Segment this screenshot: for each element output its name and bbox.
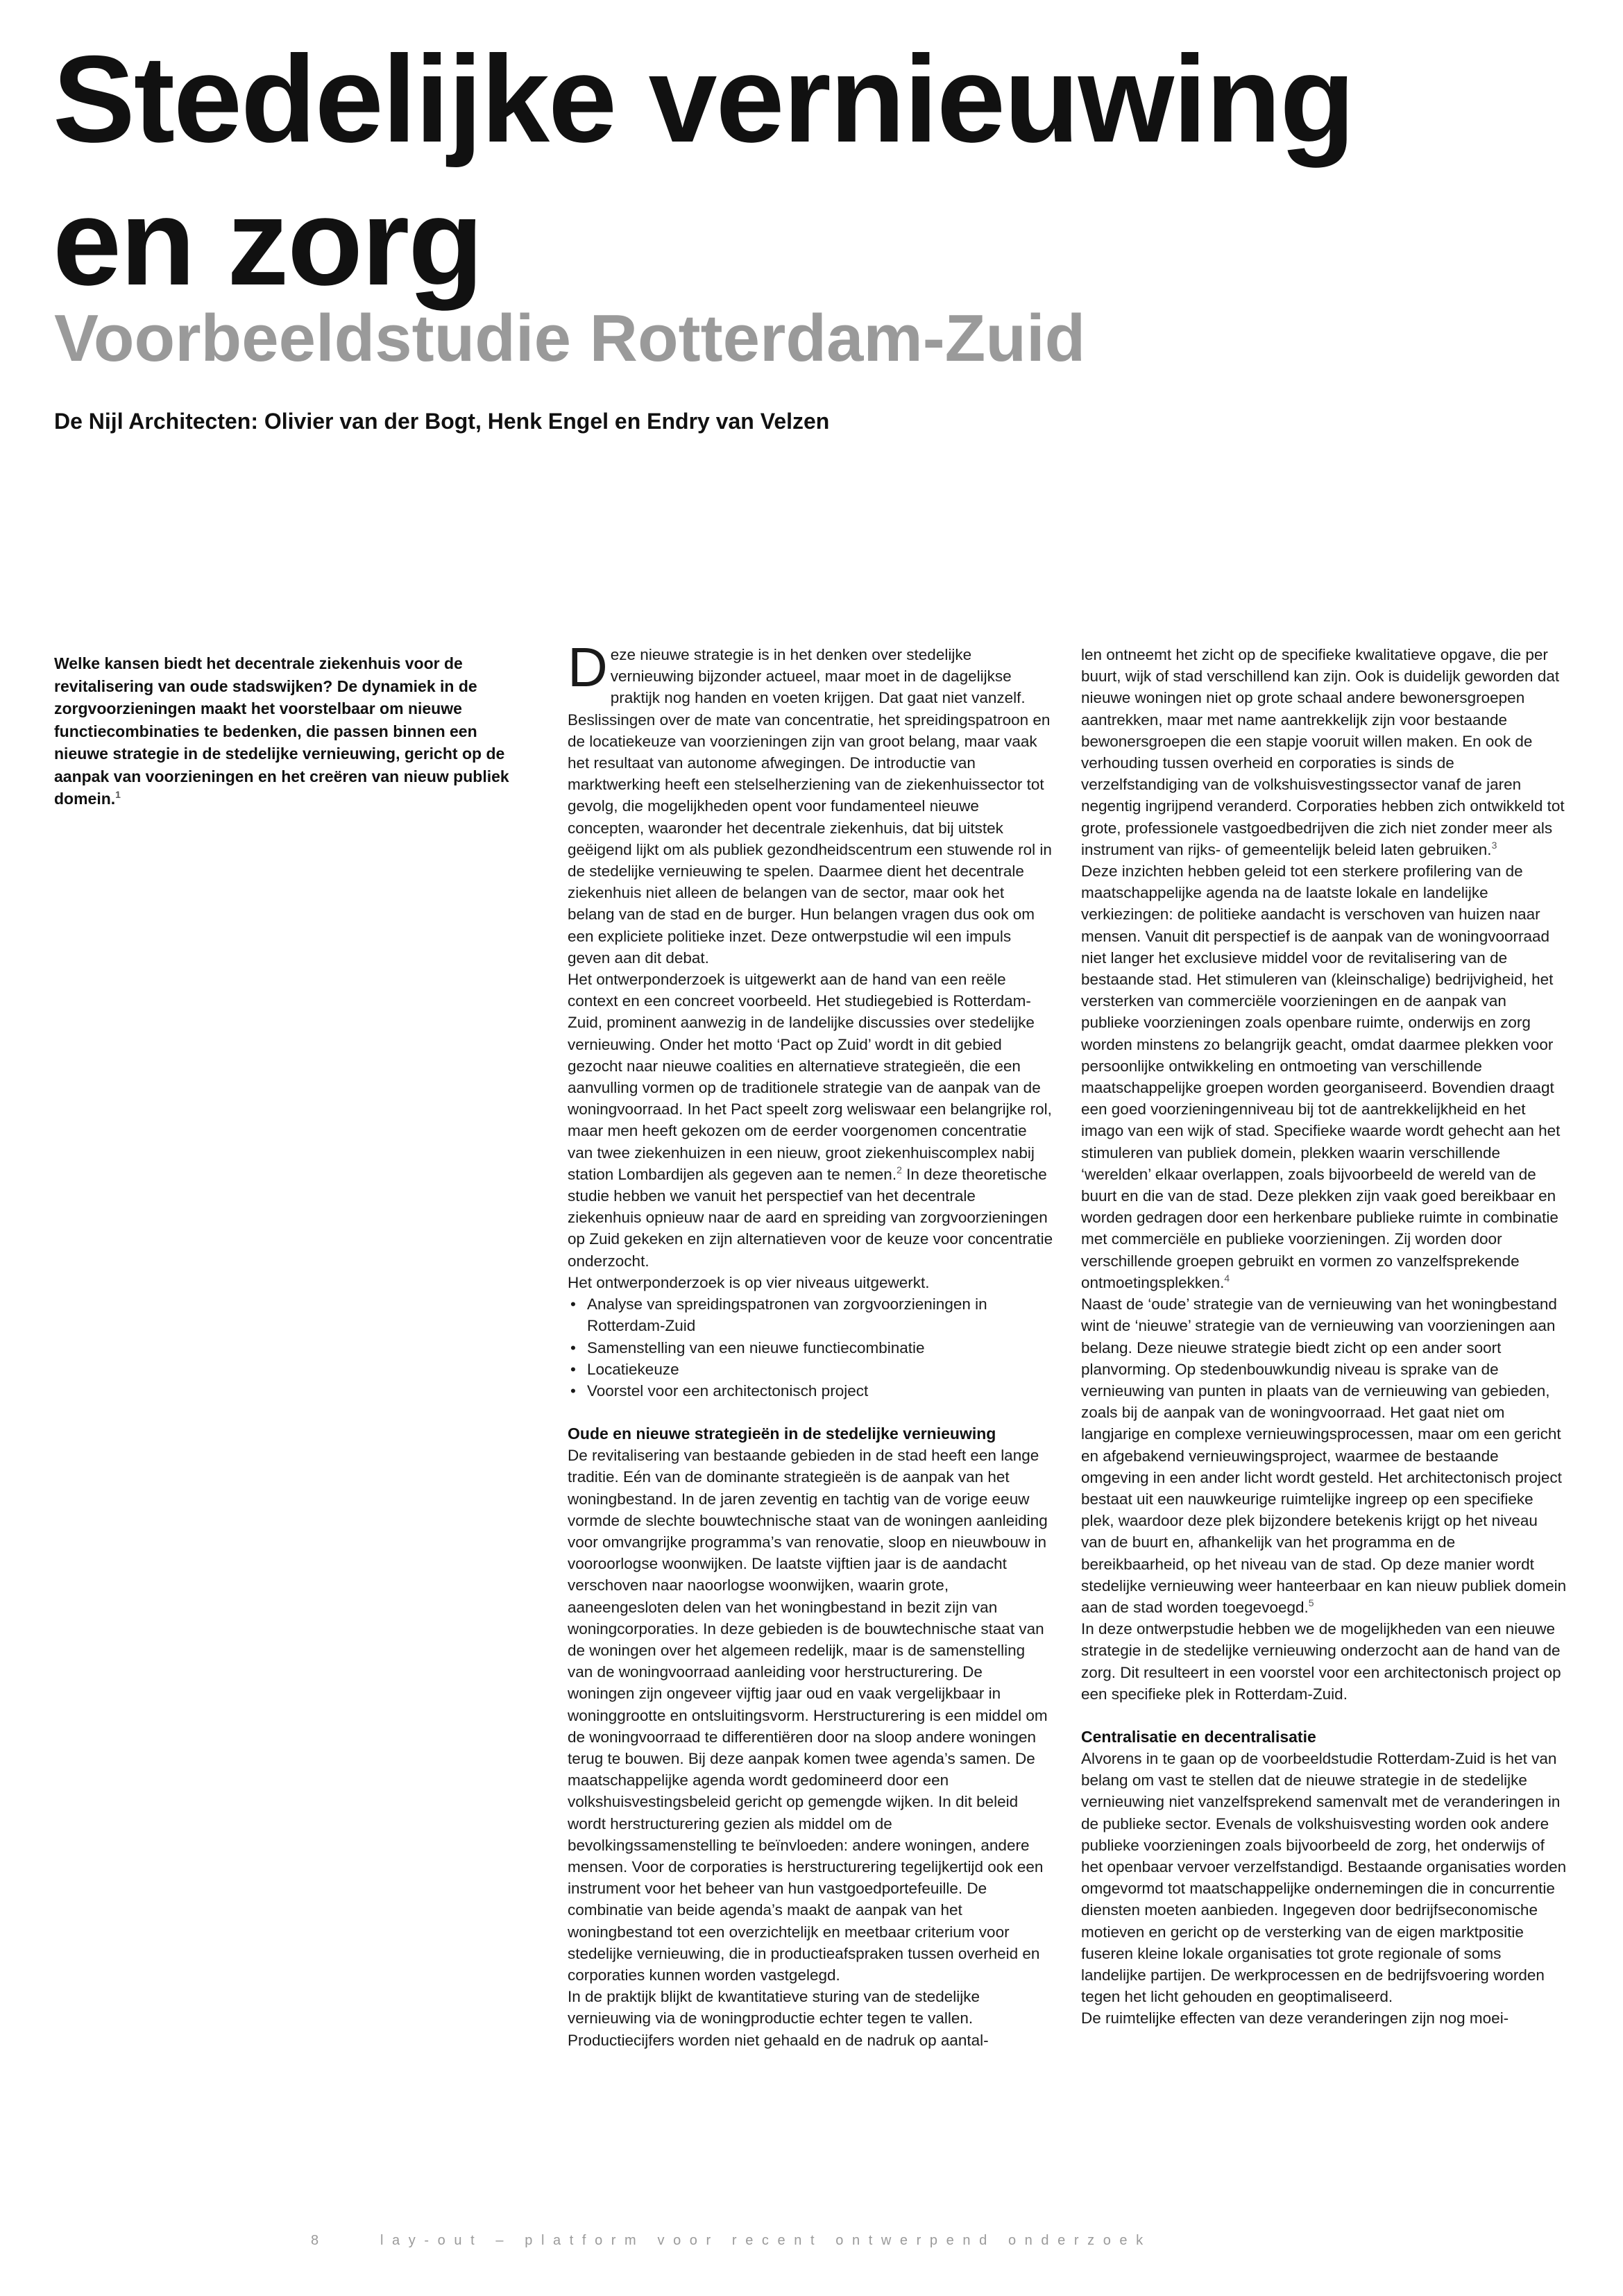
list-item: • Voorstel voor een architectonisch project (568, 1380, 1053, 1402)
footnote-ref-2: 2 (897, 1164, 902, 1175)
research-levels-list (568, 1293, 1053, 1402)
spacer (568, 1402, 1053, 1423)
paragraph-text: Deze inzichten hebben geleid tot een sterkere profilering van de maatschappelijke agenda na de laatste lokale en landelijke verkiezingen: de politieke aandacht is verschoven van huizen naar mensen. Vanuit dit perspectief is de aanpak van de woningvoorraad niet langer het exclusieve middel voor de revitalisering van de bestaande stad. Het stimuleren van (kleinschalige) bedrijvigheid, het versterken van commerciële voorzieningen en de aanpak van publieke voorzieningen zoals openbare ruimte, onderwijs en zorg worden minstens zo belangrijk geacht, omdat daarmee plekken voor persoonlijke ontwikkeling en ontmoeting van verschillende maatschappelijke groepen worden georganiseerd. Bovendien draagt een goed voorzieningenniveau bij tot de aantrekkelijkheid en het imago van een wijk of stad. Specifieke waarde wordt gehecht aan het stimuleren van publiek domein, plekken waarin verschillende ‘werelden’ elkaar overlappen, zoals bijvoorbeeld de wereld van de buurt en die van de stad. Deze plekken zijn vaak goed bereikbaar en worden gedragen door een herkenbare publieke ruimte in combinatie met commerciële en publieke voorzieningen. Zij worden door verschillende groepen gebruikt en vormen zo vanzelfsprekende ontmoetingsplekken. (1081, 862, 1561, 1291)
intro-lead (54, 652, 533, 810)
paragraph-text: eze nieuwe strategie is in het denken over stedelijke vernieuwing bijzonder actueel, maar moet in de dagelijkse praktijk nog handen en voeten krijgen. Dat gaat niet vanzelf. Beslissingen over de mate van concentratie, het spreidingspatroon en de locatiekeuze van voorzieningen zijn van groot belang, maar vaak het resultaat van autonome afwegingen. De introductie van marktwerking heeft een stelselherziening van de ziekenhuissector tot gevolg, die mogelijkheden opent voor fundamenteel nieuwe concepten, waaronder het decentrale ziekenhuis, dat bij uitstek geëigend lijkt om als publiek gezondheidscentrum een stuwende rol in de stedelijke vernieuwing te spelen. Daarmee dient het decentrale ziekenhuis niet alleen de belangen van de sector, maar ook het belang van de stad en de burger. Hun belangen vragen dus ook om een expliciete politieke inzet. Deze ontwerpstudie wil een impuls geven aan dit debat. (568, 646, 1052, 967)
page-number: 8 (311, 2233, 319, 2248)
body-column-3 (1081, 644, 1567, 2030)
article-authors: De Nijl Architecten: Olivier van der Bogt, Henk Engel en Endry van Velzen (54, 409, 830, 434)
footnote-ref-5: 5 (1308, 1597, 1314, 1608)
paragraph: In de praktijk blijkt de kwantitatieve sturing van de stedelijke vernieuwing via de woningproductie echter tegen te vallen. Productiecijfers worden niet gehaald en de nadruk op aantal- (568, 1988, 989, 2049)
paragraph-text: len ontneemt het zicht op de specifieke kwalitatieve opgave, die per buurt, wijk of stad verschillend kan zijn. Ook is duidelijk geworden dat nieuwe woningen niet op grote schaal andere bewonersgroepen aantrekken, maar met name aantrekkelijk zijn voor bestaande bewonersgroepen die een stapje vooruit willen maken. En ook de verhouding tussen overheid en corporaties is sinds de verzelfstandiging van de volkshuisvestingssector vanaf de jaren negentig ingrijpend veranderd. Corporaties hebben zich ontwikkeld tot grote, professionele vastgoedbedrijven die zich niet zonder meer als instrument van rijks- of gemeentelijk beleid laten gebruiken. (1081, 646, 1565, 858)
journal-tagline: lay-out – platform voor recent ontwerpend onderzoek (380, 2233, 1152, 2248)
paragraph-text: Naast de ‘oude’ strategie van de vernieuwing van het woningbestand wint de ‘nieuwe’ strategie van de vernieuwing van voorzieningen aan belang. Deze nieuwe strategie biedt zicht op een ander soort planvorming. Op stedenbouwkundig niveau is sprake van de vernieuwing van punten in plaats van de vernieuwing van gebieden, zoals bij de aanpak van de woningvoorraad. Het gaat niet om langjarige en complexe vernieuwingsprocessen, maar om een gericht en afgebakend vernieuwingsproject, waarmee de bestaande omgeving in een ander licht wordt gesteld. Het architectonisch project bestaat uit een nauwkeurige ruimtelijke ingreep op een specifieke plek, waardoor deze plek bijzondere betekenis krijgt op het niveau van de buurt en, afhankelijk van het programma en de bereikbaarheid, op het niveau van de stad. Op deze manier wordt stedelijke vernieuwing weer hanteerbaar en kan nieuw publiek domein aan de stad worden toegevoegd. (1081, 1295, 1567, 1616)
list-item: • Analyse van spreidingspatronen van zorgvoorzieningen in Rotterdam-Zuid (568, 1293, 1053, 1336)
paragraph: Het ontwerponderzoek is op vier niveaus uitgewerkt. (568, 1273, 930, 1291)
intro-text: Welke kansen biedt het decentrale ziekenhuis voor de revitalisering van oude stadswijken? De dynamiek in de zorgvoorzieningen maakt het voorstelbaar om nieuwe functiecombinaties te bedenken, die passen binnen een nieuwe strategie in de stedelijke vernieuwing, gericht op de aanpak van voorzieningen en het creëren van nieuw publiek domein. (54, 654, 509, 808)
paragraph: De revitalisering van bestaande gebieden in de stad heeft een lange traditie. Eén van de dominante strategieën is de aanpak van het woningbestand. In de jaren zeventig en tachtig van de vorige eeuw vormde de slechte bouwtechnische staat van de woningen aanleiding voor omvangrijke programma’s van renovatie, sloop en nieuwbouw in vooroorlogse woonwijken. De laatste vijftien jaar is de aandacht verschoven naar naoorlogse woonwijken, waarin grote, aaneengesloten delen van het woningbestand in bezit zijn van woningcorporaties. In deze gebieden is de bouwtechnische staat van de woningen over het algemeen redelijk, maar is de samenstelling van de woningvoorraad aanleiding voor herstructurering. De woningen zijn ongeveer vijftig jaar oud en vaak vergelijkbaar in woninggrootte en ontsluitingsvorm. Herstructurering is een middel om de woningvoorraad te differentiëren door na sloop andere woningen terug te bouwen. Bij deze aanpak komen twee agenda’s samen. De maatschappelijke agenda wordt gedomineerd door een volkshuisvestingsbeleid gericht op gemengde wijken. In dit beleid wordt herstructurering gezien als middel om de bevolkingssamenstelling te beïnvloeden: andere woningen, andere mensen. Voor de corporaties is herstructurering tegelijkertijd ook een instrument voor het beheer van hun vastgoedportefeuille. De combinatie van beide agenda’s maakt de aanpak van het woningbestand tot een overzichtelijk en meetbaar criterium voor stedelijke vernieuwing, die in productieafspraken tussen overheid en corporaties kunnen worden vastgelegd. (568, 1447, 1048, 1984)
paragraph (568, 969, 1053, 1272)
footnote-ref-1: 1 (115, 789, 121, 800)
paragraph: Alvorens in te gaan op de voorbeeldstudie Rotterdam-Zuid is het van belang om vast te stellen dat de nieuwe strategie in de stedelijke vernieuwing niet vanzelfsprekend samenvalt met de veranderingen in de publieke sector. Evenals de volkshuisvesting worden ook andere publieke voorzieningen zoals bijvoorbeeld de zorg, het onderwijs of het openbaar vervoer verzelfstandigd. Bestaande organisaties worden omgevormd tot maatschappelijke ondernemingen die in concurrentie diensten moeten aanbieden. Ingegeven door bedrijfseconomische motieven en gericht op de versterking van de eigen marktpositie fuseren kleine lokale organisaties tot grote regionale of soms landelijke partijen. De werkprocessen en de bedrijfsvoering worden tegen het licht gehouden en geoptimaliseerd. (1081, 1749, 1567, 2006)
paragraph: In deze ontwerpstudie hebben we de mogelijkheden van een nieuwe strategie in de stedelijke vernieuwing onderzocht aan de hand van de zorg. Dit resulteert in een voorstel voor een architectonisch project op een specifieke plek in Rotterdam-Zuid. (1081, 1620, 1561, 1703)
paragraph (1081, 644, 1567, 860)
title-line-1: Stedelijke vernieuwing (53, 30, 1354, 168)
section-heading: Centralisatie en decentralisatie (1081, 1727, 1316, 1746)
list-item: • Locatiekeuze (568, 1359, 1053, 1380)
section-heading: Oude en nieuwe strategieën in de stedelijke vernieuwing (568, 1425, 996, 1443)
page-footer (0, 2233, 1623, 2261)
dropcap-letter: D (568, 636, 608, 698)
spacer (1081, 1705, 1567, 1726)
paragraph-intro (568, 636, 1053, 969)
body-column-2 (568, 636, 1053, 2051)
paragraph (1081, 860, 1567, 1293)
paragraph (1081, 1293, 1567, 1618)
article-subtitle: Voorbeeldstudie Rotterdam-Zuid (54, 301, 1086, 375)
footnote-ref-3: 3 (1491, 839, 1497, 851)
footnote-ref-4: 4 (1224, 1272, 1230, 1284)
paragraph: De ruimtelijke effecten van deze veranderingen zijn nog moei- (1081, 2009, 1509, 2027)
article-title (53, 28, 1579, 314)
paragraph-text: Het ontwerponderzoek is uitgewerkt aan de hand van een reële context en een concreet voorbeeld. Het studiegebied is Rotterdam-Zuid, prominent aanwezig in de landelijke discussies over stedelijke vernieuwing. Onder het motto ‘Pact op Zuid’ wordt in dit gebied gezocht naar nieuwe coalities en alternatieve strategieën, die een aanvulling vormen op de traditionele strategie van de aanpak van de woningvoorraad. In het Pact speelt zorg weliswaar een belangrijke rol, maar men heeft gekozen om de eerder voorgenomen concentratie van twee ziekenhuizen in een nieuw, groot ziekenhuiscomplex nabij station Lombardijen als gegeven aan te nemen. (568, 971, 1052, 1183)
paragraph-text: In deze theoretische studie hebben we vanuit het perspectief van het decentrale ziekenhuis opnieuw naar de aard en spreiding van zorgvoorzieningen op Zuid gekeken en zijn alternatieven voor de keuze voor concentratie onderzocht. (568, 1165, 1053, 1270)
title-line-2: en zorg (53, 173, 482, 311)
list-item: • Samenstelling van een nieuwe functiecombinatie (568, 1337, 1053, 1359)
